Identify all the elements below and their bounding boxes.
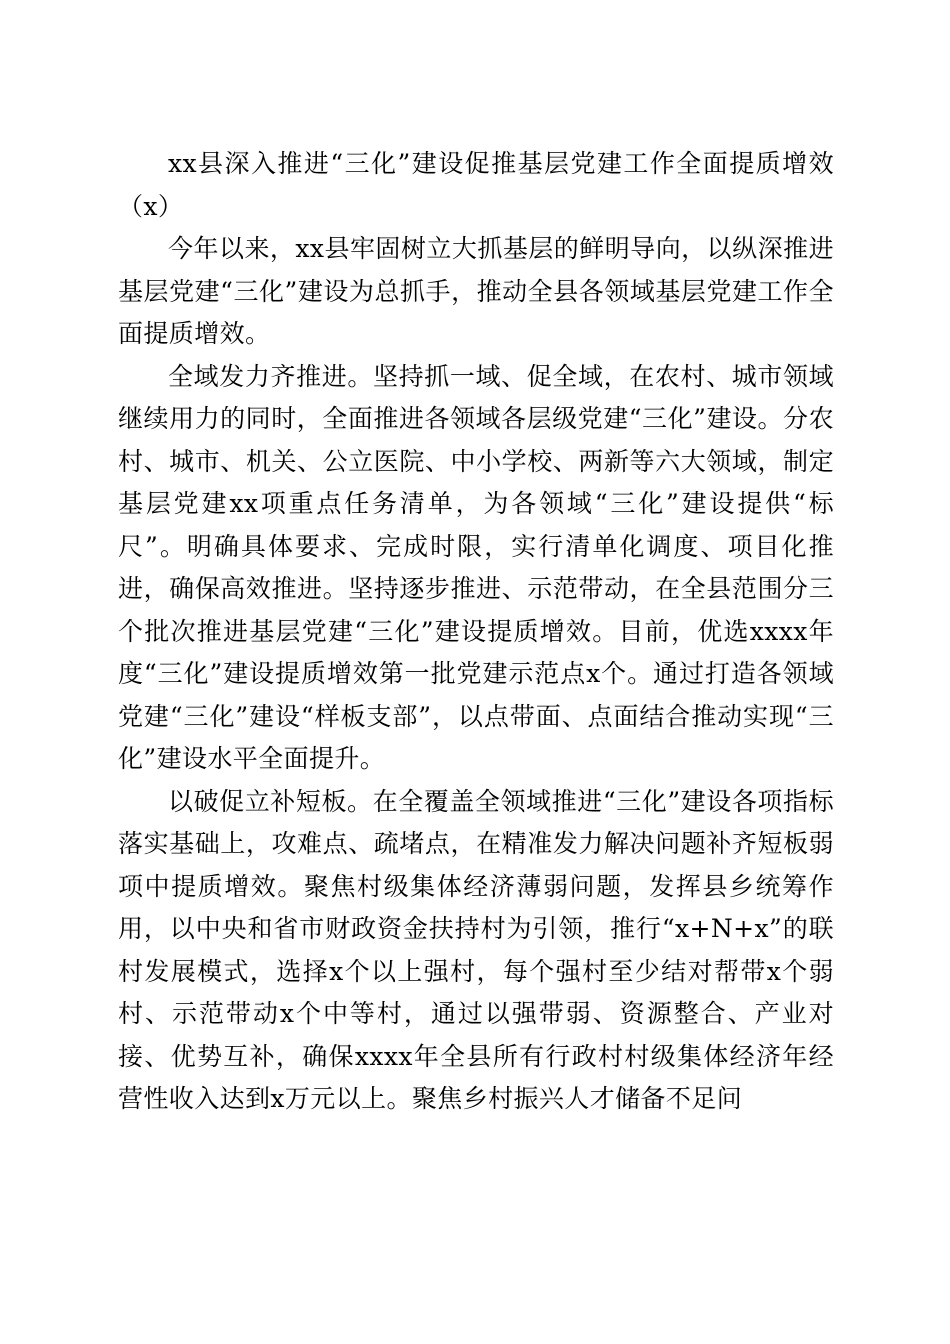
paragraph-intro: 今年以来，xx县牢固树立大抓基层的鲜明导向，以纵深推进基层党建“三化”建设为总抓手，推动全县各领域基层党建工作全面提质增效。 (118, 234, 834, 348)
document-body (118, 143, 834, 1121)
document-title: xx县深入推进“三化”建设促推基层党建工作全面提质增效（x） (118, 149, 834, 221)
paragraph-shortcomings: 以破促立补短板。在全覆盖全领域推进“三化”建设各项指标落实基础上，攻难点、疏堵点，在精准发力解决问题补齐短板弱项中提质增效。聚焦村级集体经济薄弱问题，发挥县乡统筹作用，以中央和省市财政资金扶持村为引领，推行“x+N+x”的联村发展模式，选择x个以上强村，每个强村至少结对帮带x个弱村、示范带动x个中等村，通过以强带弱、资源整合、产业对接、优势互补，确保xxxx年全县所有行政村村级集体经济年经营性收入达到x万元以上。聚焦乡村振兴人才储备不足问 (118, 786, 834, 1113)
paragraph-full-domain: 全域发力齐推进。坚持抓一域、促全域，在农村、城市领域继续用力的同时，全面推进各领域各层级党建“三化”建设。分农村、城市、机关、公立医院、中小学校、两新等六大领域，制定基层党建xx项重点任务清单，为各领域“三化”建设提供“标尺”。明确具体要求、完成时限，实行清单化调度、项目化推进，确保高效推进。坚持逐步推进、示范带动，在全县范围分三个批次推进基层党建“三化”建设提质增效。目前，优选xxxx年度“三化”建设提质增效第一批党建示范点x个。通过打造各领域党建“三化”建设“样板支部”，以点带面、点面结合推动实现“三化”建设水平全面提升。 (118, 361, 834, 773)
